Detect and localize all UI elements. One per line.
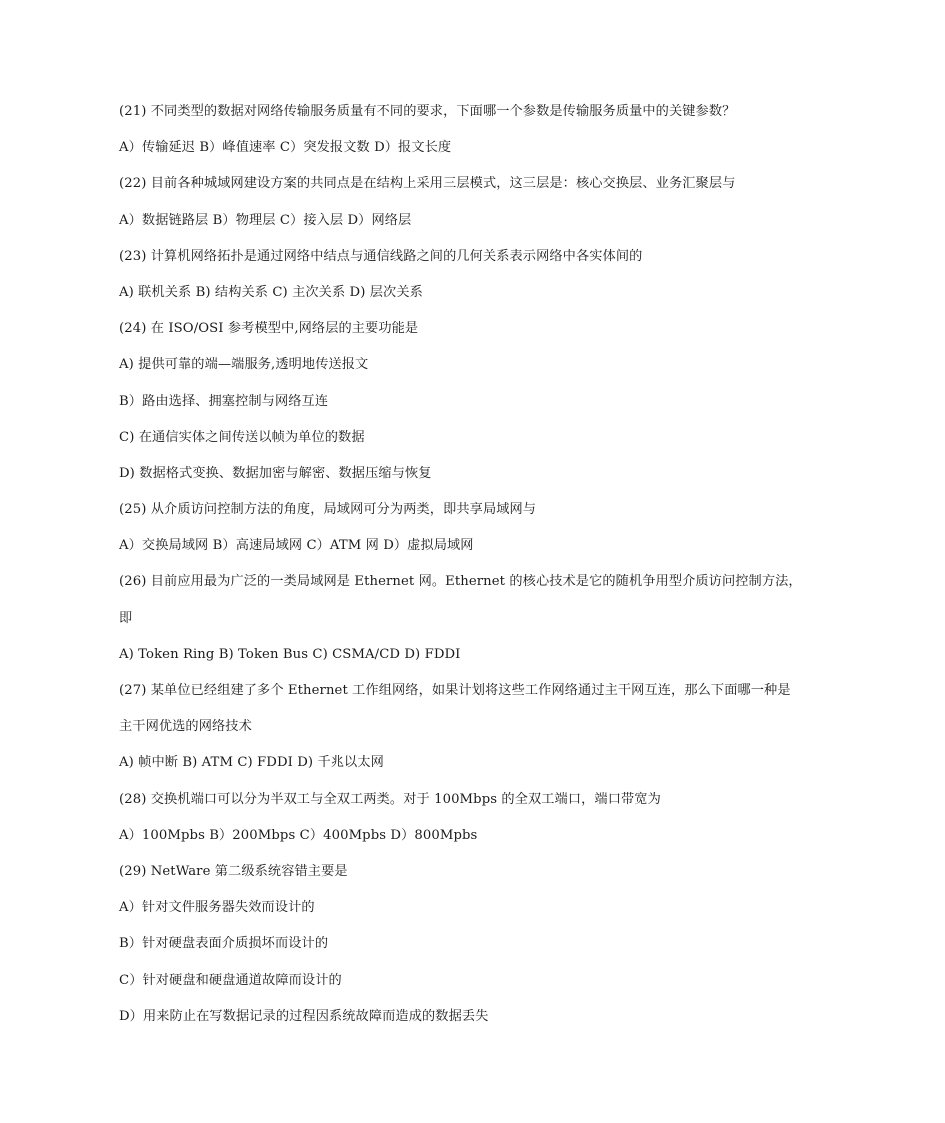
question-28-options: A）100Mpbs B）200Mbps C）400Mpbs D）800Mpbs [119,827,478,843]
question-25-options: A）交换局域网 B）高速局域网 C）ATM 网 D）虚拟局域网 [119,538,474,554]
question-26-stem-continued: 即 [119,610,133,626]
question-29-option-d: D）用来防止在写数据记录的过程因系统故障而造成的数据丢失 [119,1008,489,1024]
question-24-option-c: C) 在通信实体之间传送以帧为单位的数据 [119,429,365,445]
question-21-options: A）传输延迟 B）峰值速率 C）突发报文数 D）报文长度 [119,140,452,156]
question-27-options: A) 帧中断 B) ATM C) FDDI D) 千兆以太网 [119,755,384,771]
question-24-option-a: A) 提供可靠的端—端服务,透明地传送报文 [119,357,369,373]
question-28-stem: (28) 交换机端口可以分为半双工与全双工两类。对于 100Mbps 的全双工端口，端口带宽为 [119,791,661,807]
question-29-option-c: C）针对硬盘和硬盘通道故障而设计的 [119,972,342,988]
question-24-option-d: D) 数据格式变换、数据加密与解密、数据压缩与恢复 [119,465,432,481]
question-23-stem: (23) 计算机网络拓扑是通过网络中结点与通信线路之间的几何关系表示网络中各实体间的 [119,248,643,264]
question-29-option-a: A）针对文件服务器失效而设计的 [119,900,315,916]
question-26-stem: (26) 目前应用最为广泛的一类局域网是 Ethernet 网。Ethernet 的核心技术是它的随机争用型介质访问控制方法， [119,574,802,590]
question-list [119,94,834,1035]
question-29-stem: (29) NetWare 第二级系统容错主要是 [119,863,348,879]
question-25-stem: (25) 从介质访问控制方法的角度，局域网可分为两类，即共享局域网与 [119,502,537,518]
question-24-stem: (24) 在 ISO/OSI 参考模型中,网络层的主要功能是 [119,321,419,337]
question-27-stem-continued: 主干网优选的网络技术 [119,719,252,735]
question-29-option-b: B）针对硬盘表面介质损坏而设计的 [119,936,329,952]
question-23-options: A) 联机关系 B) 结构关系 C) 主次关系 D) 层次关系 [119,284,423,300]
question-27-stem: (27) 某单位已经组建了多个 Ethernet 工作组网络，如果计划将这些工作网络通过主干网互连，那么下面哪一种是 [119,683,791,698]
question-22-options: A）数据链路层 B）物理层 C）接入层 D）网络层 [119,212,412,228]
question-22-stem: (22) 目前各种城域网建设方案的共同点是在结构上采用三层模式，这三层是：核心交换层、业务汇聚层与 [119,176,736,192]
question-26-options: A) Token Ring B) Token Bus C) CSMA/CD D) FDDI [119,646,461,662]
question-24-option-b: B）路由选择、拥塞控制与网络互连 [119,393,329,409]
question-21-stem: (21) 不同类型的数据对网络传输服务质量有不同的要求，下面哪一个参数是传输服务质量中的关键参数？ [119,104,736,119]
